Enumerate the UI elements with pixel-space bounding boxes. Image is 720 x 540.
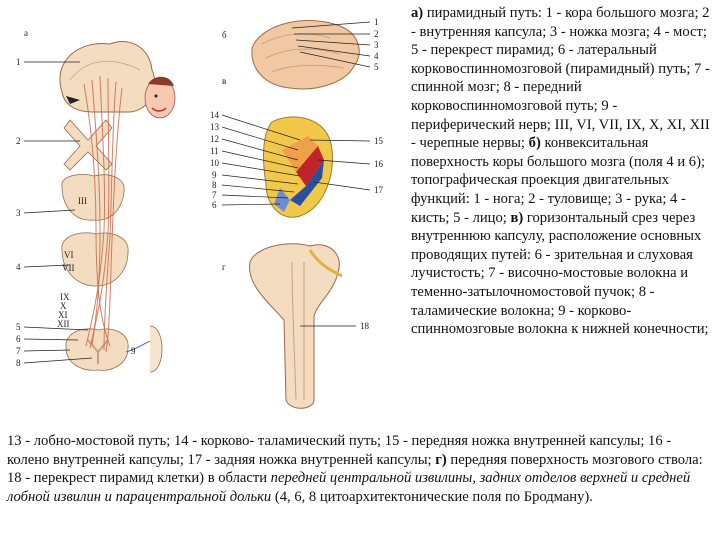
nerve-label-III: III [78, 196, 87, 206]
label-a-2: 2 [16, 136, 21, 146]
label-v-8: 8 [212, 180, 217, 190]
nerve-label-XII: XII [57, 319, 70, 329]
caption-b-text: конвекситальная поверхность коры большого мозга (поля 4 и 6); топографическая проекция двигательных функций: 1 - нога; 2 - туловище; 3 - рука; 4 - кисть; 5 - лицо; [411, 135, 706, 226]
label-v-14: 14 [210, 110, 219, 120]
face-figure-icon [145, 77, 175, 118]
caption-bottom-text1: 13 - лобно-мостовой путь; 14 - корково- таламический путь; 15 - передняя ножка внутренней капсулы; 16 - колено внутренней капсулы; 17 - задняя ножка внутренней капсулы; [7, 433, 672, 468]
caption-bottom-text3: (4, 6, 8 цитоархитектонические поля по Бродману). [274, 488, 593, 505]
label-b-4: 4 [374, 51, 379, 61]
label-9: 9 [131, 346, 136, 356]
nerve-label-XI: XI [58, 310, 68, 320]
label-v-6: 6 [212, 200, 217, 210]
panel-label-a: а [24, 28, 28, 38]
caption-v-label: в) [510, 209, 524, 226]
nerve-label-VII: VII [62, 263, 75, 273]
caption-bottom [7, 432, 715, 506]
label-v-7: 7 [212, 190, 217, 200]
label-b-5: 5 [374, 62, 379, 72]
caption-g-label: г) [435, 451, 447, 468]
label-a-7: 7 [16, 346, 21, 356]
caption-bottom-italic: передней центральной извилины, задних отделов верхней и средней лобной извилин и парацентральной дольки [7, 470, 691, 505]
label-v-15: 15 [374, 136, 383, 146]
panel-label-b: б [222, 30, 227, 40]
label-a-4: 4 [16, 262, 21, 272]
label-b-3: 3 [374, 40, 379, 50]
muscle-shape [150, 326, 162, 372]
label-v-13: 13 [210, 122, 219, 132]
label-b-2: 2 [374, 29, 379, 39]
label-v-11: 11 [210, 146, 219, 156]
nerve-label-IX: IX [60, 292, 70, 302]
label-v-17: 17 [374, 185, 383, 195]
nerve-label-X: X [60, 301, 67, 311]
label-v-10: 10 [210, 158, 219, 168]
caption-right [411, 4, 716, 339]
label-v-9: 9 [212, 170, 217, 180]
label-a-1: 1 [16, 57, 21, 67]
pyramidal-tract-figure [0, 0, 420, 420]
internal-capsule [64, 120, 112, 170]
nerve-label-VI: VI [64, 250, 74, 260]
caption-v-text: горизонтальный срез через внутреннюю капсулу, расположение основных проводящих путей: 6 - зрительная и слуховая лучистость; 7 - височно-мостовые волокна и теменно-затылочномостовой пучок; 8 - таламические волокна; 9 - корково-спинномозговые волокна к нижней конечности; [411, 209, 709, 338]
caption-b-label: б) [528, 135, 541, 152]
label-b-1: 1 [374, 17, 379, 27]
caption-a-text: пирамидный путь: 1 - кора большого мозга; 2 - внутренняя капсула; 3 - ножка мозга; 4 - мост; 5 - перекрест пирамид; 6 - латеральный корковоспинномозговой (пирамидный) путь; 7 - спинной мозг; 8 - передний корковоспинномозговой путь; 9 - периферический нерв; III, VI, VII, IX, X, XI, XII - черепные нервы; [411, 5, 710, 152]
label-a-5: 5 [16, 322, 21, 332]
label-g-18: 18 [360, 321, 369, 331]
label-v-12: 12 [210, 134, 219, 144]
label-a-6: 6 [16, 334, 21, 344]
caption-bottom-text2: передняя поверхность мозгового ствола: 18 - перекрест пирамид клетки) в области [7, 451, 703, 487]
panel-label-v: в [222, 76, 227, 86]
label-a-3: 3 [16, 208, 21, 218]
label-v-16: 16 [374, 159, 383, 169]
caption-a-label: а) [411, 5, 424, 21]
cerebral-hemisphere-lateral [252, 21, 359, 89]
label-a-8: 8 [16, 358, 21, 368]
panel-label-g: г [222, 262, 226, 272]
